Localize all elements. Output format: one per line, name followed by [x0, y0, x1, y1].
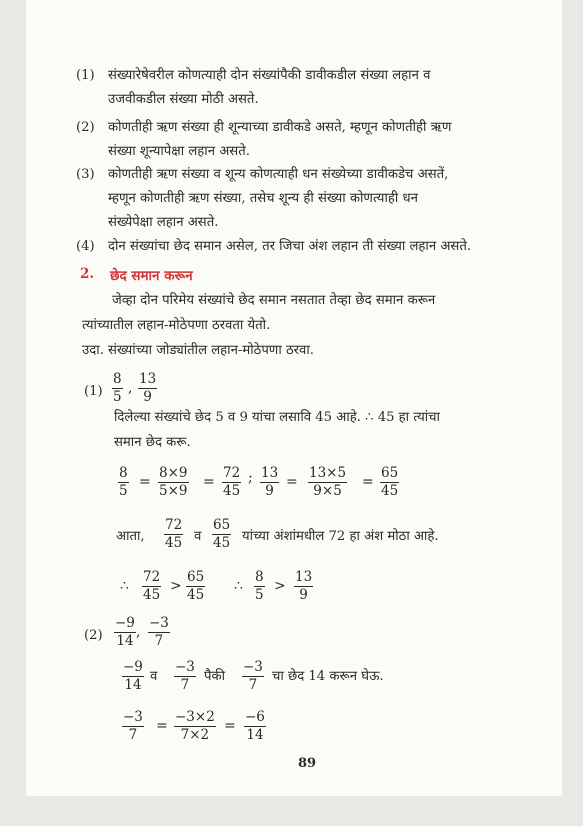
comma: , [128, 380, 133, 396]
ex2-eq-fraction-2: $\frac{-3\times 2}{7\times 2}$ [175, 709, 215, 743]
eq-a-fraction-1: $\frac{8}{5}$ [119, 465, 128, 499]
ex2-and-text: व [150, 669, 158, 684]
eq-b-fraction-1: $\frac{13}{9}$ [261, 465, 279, 499]
ex2-eq-fraction-3: $\frac{-6}{14}$ [245, 709, 265, 743]
equals-sign: = [224, 718, 236, 734]
ex1-pair-fraction-2: $\frac{13}{9}$ [139, 371, 157, 405]
book-page [26, 0, 562, 796]
equals-sign: = [156, 718, 168, 734]
ex2-line-rest: चा छेद 14 करून घेऊ. [272, 669, 384, 684]
therefore-symbol: ∴ [234, 578, 243, 594]
rule-1-number: (1) [76, 68, 95, 83]
equals-sign: = [362, 474, 374, 490]
ex2-eq-fraction-1: $\frac{-3}{7}$ [123, 709, 143, 743]
and-text: व [194, 529, 202, 544]
section-title: छेद समान करून [110, 268, 193, 284]
equals-sign: = [203, 474, 215, 490]
page-number: 89 [298, 756, 317, 771]
ex2-line-fraction-1: $\frac{-9}{14}$ [123, 659, 143, 693]
now-text: आता, [116, 529, 145, 544]
concl-fraction-2: $\frac{65}{45}$ [187, 569, 205, 603]
concl-fraction-3: $\frac{8}{5}$ [255, 569, 264, 603]
intro-line-2: त्यांच्यातील लहान-मोठेपणा ठरवता येतो. [82, 318, 271, 333]
ex2-pair-fraction-2: $\frac{-3}{7}$ [149, 615, 169, 649]
ex2-line-fraction-3: $\frac{-3}{7}$ [243, 659, 263, 693]
rule-1-line-1: संख्यारेषेवरील कोणत्याही दोन संख्यांपैकी डावीकडील संख्या लहान व [108, 68, 431, 83]
ex1-note-line-2: समान छेद करू. [114, 435, 191, 450]
eq-a-fraction-3: $\frac{72}{45}$ [223, 465, 241, 499]
therefore-symbol: ∴ [120, 578, 129, 594]
rule-2-number: (2) [76, 120, 95, 135]
now-fraction-2: $\frac{65}{45}$ [213, 517, 231, 551]
eq-b-fraction-3: $\frac{65}{45}$ [381, 465, 399, 499]
concl-fraction-4: $\frac{13}{9}$ [295, 569, 313, 603]
intro-line-1: जेव्हा दोन परिमेय संख्यांचे छेद समान नसतात तेव्हा छेद समान करून [112, 293, 436, 308]
example-2-number: (2) [84, 628, 103, 643]
rule-2-line-1: कोणतीही ऋण संख्या ही शून्याच्या डावीकडे असते, म्हणून कोणतीही ऋण [108, 120, 452, 135]
rule-2-line-2: संख्या शून्यापेक्षा लहान असते. [108, 144, 250, 159]
ex2-pair-fraction-1: $\frac{-9}{14}$ [115, 615, 135, 649]
rule-3-line-2: म्हणून कोणतीही ऋण संख्या, तसेच शून्य ही संख्या कोणत्याही धन [108, 191, 418, 206]
rule-1-line-2: उजवीकडील संख्या मोठी असते. [108, 92, 259, 107]
now-fraction-1: $\frac{72}{45}$ [165, 517, 183, 551]
semicolon: ; [248, 470, 253, 486]
greater-than: > [274, 578, 286, 594]
rule-4-line-1: दोन संख्यांचा छेद समान असेल, तर जिचा अंश लहान ती संख्या लहान असते. [108, 239, 472, 254]
ex2-line-fraction-2: $\frac{-3}{7}$ [175, 659, 195, 693]
rule-3-number: (3) [76, 167, 95, 182]
rule-4-number: (4) [76, 239, 95, 254]
now-text-rest: यांच्या अंशांमधील 72 हा अंश मोठा आहे. [242, 529, 439, 544]
rule-3-line-3: संख्येपेक्षा लहान असते. [108, 215, 219, 230]
ex1-pair-fraction-1: $\frac{8}{5}$ [113, 371, 122, 405]
example-intro: उदा. संख्यांच्या जोड्यांतील लहान-मोठेपणा ठरवा. [82, 343, 314, 358]
concl-fraction-1: $\frac{72}{45}$ [143, 569, 161, 603]
section-number: 2. [80, 266, 95, 282]
greater-than: > [170, 578, 182, 594]
rule-3-line-1: कोणतीही ऋण संख्या व शून्य कोणत्याही धन संख्येच्या डावीकडेच असतें, [108, 167, 449, 182]
equals-sign: = [286, 474, 298, 490]
eq-b-fraction-2: $\frac{13\times 5}{9\times 5}$ [309, 465, 347, 499]
comma: , [136, 624, 141, 640]
ex1-note-line-1: दिलेल्या संख्यांचे छेद 5 व 9 यांचा लसावि 45 आहे. ∴ 45 हा त्यांचा [114, 410, 440, 425]
example-1-number: (1) [84, 384, 103, 399]
ex2-of-text: पैकी [204, 669, 226, 684]
eq-a-fraction-2: $\frac{8\times 9}{5\times 9}$ [159, 465, 188, 499]
equals-sign: = [139, 474, 151, 490]
